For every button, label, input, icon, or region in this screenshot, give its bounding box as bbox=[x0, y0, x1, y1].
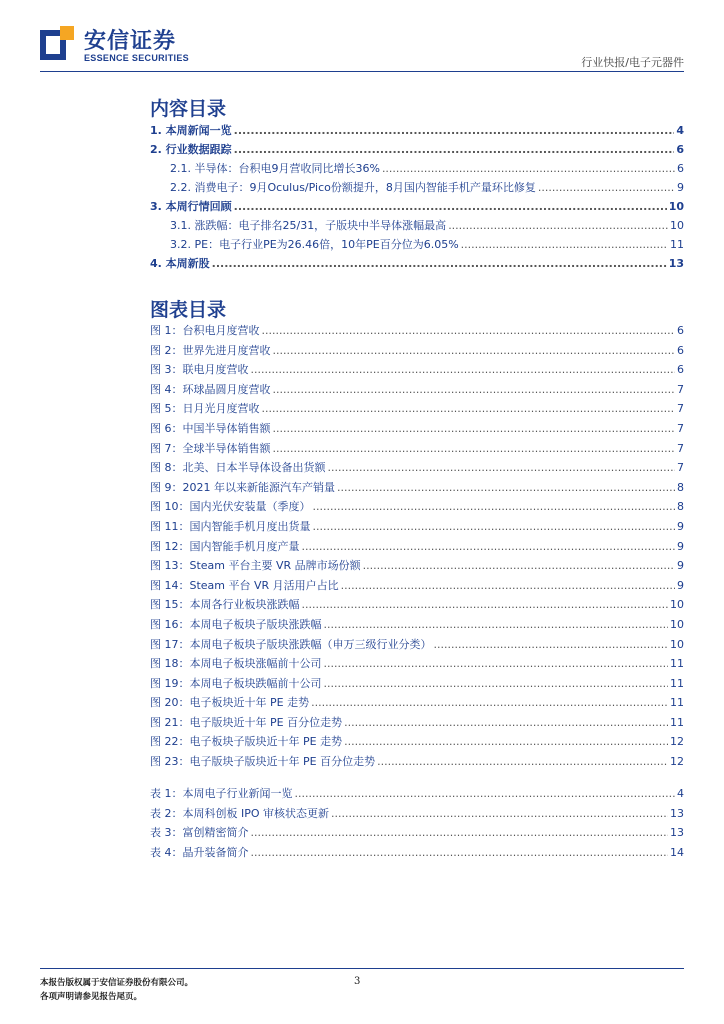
dot-leader bbox=[234, 121, 675, 140]
figure-entry-page: 10 bbox=[670, 637, 684, 651]
table-entry[interactable] bbox=[150, 804, 684, 824]
dot-leader bbox=[461, 235, 668, 254]
table-entry-page: 14 bbox=[670, 845, 684, 859]
toc-entry-label: 3.2. PE：电子行业PE为26.46倍，10年PE百分位为6.05% bbox=[170, 238, 459, 251]
figure-entry-label: 图 22：电子板块子版块近十年 PE 走势 bbox=[150, 735, 343, 749]
figures-list bbox=[150, 321, 684, 772]
dot-leader bbox=[273, 341, 676, 361]
figure-entry[interactable] bbox=[150, 595, 684, 615]
dot-leader bbox=[337, 478, 675, 498]
contents-list bbox=[150, 121, 684, 273]
toc-entry-page: 13 bbox=[668, 257, 684, 270]
dot-leader bbox=[344, 732, 668, 752]
figure-entry-label: 图 12：国内智能手机月度产量 bbox=[150, 539, 300, 553]
table-entry[interactable] bbox=[150, 784, 684, 804]
figure-entry-page: 11 bbox=[670, 657, 684, 671]
figure-entry-label: 图 5：日月光月度营收 bbox=[150, 402, 260, 416]
page-number: 3 bbox=[354, 976, 361, 987]
figure-entry-label: 图 7：全球半导体销售额 bbox=[150, 441, 271, 455]
toc-entry-label: 1. 本周新闻一览 bbox=[150, 124, 232, 137]
dot-leader bbox=[273, 380, 676, 400]
toc-entry[interactable] bbox=[150, 197, 684, 216]
dot-leader bbox=[377, 752, 668, 772]
dot-leader bbox=[324, 674, 669, 694]
table-entry-page: 4 bbox=[677, 787, 684, 800]
figure-entry[interactable] bbox=[150, 713, 684, 733]
figure-entry[interactable] bbox=[150, 497, 684, 517]
table-entry[interactable] bbox=[150, 843, 684, 863]
figure-entry[interactable] bbox=[150, 693, 684, 713]
figure-entry-page: 9 bbox=[677, 519, 684, 533]
figure-entry-label: 图 10：国内光伏安装量（季度） bbox=[150, 500, 311, 514]
toc-entry-label: 3.1. 涨跌幅：电子排名25/31，子版块中半导体涨幅最高 bbox=[170, 219, 447, 232]
figure-entry[interactable] bbox=[150, 752, 684, 772]
figure-entry[interactable] bbox=[150, 615, 684, 635]
figure-entry-page: 6 bbox=[677, 363, 684, 377]
header-divider bbox=[40, 71, 684, 72]
dot-leader bbox=[328, 458, 676, 478]
figure-entry[interactable] bbox=[150, 537, 684, 557]
toc-entry[interactable] bbox=[150, 140, 684, 159]
contents-title: 内容目录 bbox=[150, 98, 227, 120]
dot-leader bbox=[234, 140, 675, 159]
dot-leader bbox=[434, 635, 669, 655]
figure-entry[interactable] bbox=[150, 635, 684, 655]
figure-entry[interactable] bbox=[150, 517, 684, 537]
figure-entry-page: 7 bbox=[677, 421, 684, 435]
toc-entry-label: 2.1. 半导体：台积电9月营收同比增长36% bbox=[170, 162, 380, 175]
figure-entry-page: 7 bbox=[677, 441, 684, 455]
copyright-notice: 本报告版权属于安信证券股份有限公司。 bbox=[40, 978, 194, 988]
footer-divider bbox=[40, 968, 684, 969]
page-header bbox=[0, 0, 724, 72]
disclaimer-notice: 各项声明请参见报告尾页。 bbox=[40, 992, 143, 1002]
dot-leader bbox=[251, 360, 676, 380]
table-entry-label: 表 3：富创精密简介 bbox=[150, 826, 249, 840]
figure-entry-page: 7 bbox=[677, 461, 684, 475]
figure-entry[interactable] bbox=[150, 360, 684, 380]
company-name-cn: 安信证券 bbox=[84, 29, 177, 54]
toc-entry-page: 6 bbox=[677, 162, 684, 175]
figure-entry-label: 图 6：中国半导体销售额 bbox=[150, 421, 271, 435]
report-type: 行业快报/电子元器件 bbox=[581, 56, 684, 69]
dot-leader bbox=[313, 517, 676, 537]
figure-entry-label: 图 17：本周电子板块子版块涨跌幅（申万三级行业分类） bbox=[150, 637, 432, 651]
figure-entry-label: 图 8：北美、日本半导体设备出货额 bbox=[150, 461, 326, 475]
figure-entry[interactable] bbox=[150, 399, 684, 419]
figure-entry[interactable] bbox=[150, 458, 684, 478]
figure-entry[interactable] bbox=[150, 654, 684, 674]
dot-leader bbox=[344, 713, 668, 733]
figure-entry-label: 图 15：本周各行业板块涨跌幅 bbox=[150, 598, 300, 612]
figure-entry-page: 11 bbox=[670, 715, 684, 729]
figure-entry-page: 9 bbox=[677, 578, 684, 592]
figure-entry-label: 图 21：电子版块近十年 PE 百分位走势 bbox=[150, 715, 343, 729]
toc-entry[interactable] bbox=[150, 178, 684, 197]
dot-leader bbox=[341, 576, 675, 596]
dot-leader bbox=[273, 439, 676, 459]
figure-entry[interactable] bbox=[150, 341, 684, 361]
figure-entry-label: 图 3：联电月度营收 bbox=[150, 363, 249, 377]
figure-entry-page: 9 bbox=[677, 539, 684, 553]
figure-entry[interactable] bbox=[150, 419, 684, 439]
toc-entry-page: 6 bbox=[676, 143, 684, 156]
figure-entry[interactable] bbox=[150, 478, 684, 498]
toc-entry[interactable] bbox=[150, 121, 684, 140]
dot-leader bbox=[538, 178, 675, 197]
figure-entry-page: 6 bbox=[677, 324, 684, 337]
figure-entry-label: 图 16：本周电子板块子版块涨跌幅 bbox=[150, 617, 322, 631]
dot-leader bbox=[363, 556, 675, 576]
toc-entry-page: 4 bbox=[676, 124, 684, 137]
dot-leader bbox=[251, 823, 669, 843]
dot-leader bbox=[324, 654, 669, 674]
dot-leader bbox=[313, 497, 676, 517]
toc-entry-label: 2. 行业数据跟踪 bbox=[150, 143, 232, 156]
table-entry-label: 表 1：本周电子行业新闻一览 bbox=[150, 787, 293, 800]
figure-entry-label: 图 19：本周电子板块跌幅前十公司 bbox=[150, 676, 322, 690]
table-entry-page: 13 bbox=[670, 826, 684, 840]
figure-entry-page: 12 bbox=[670, 735, 684, 749]
toc-entry-label: 4. 本周新股 bbox=[150, 257, 210, 270]
figure-entry-page: 7 bbox=[677, 402, 684, 416]
figure-entry-page: 6 bbox=[677, 343, 684, 357]
toc-entry-page: 10 bbox=[668, 200, 684, 213]
figure-entry-label: 图 20：电子板块近十年 PE 走势 bbox=[150, 696, 310, 710]
dot-leader bbox=[311, 693, 668, 713]
dot-leader bbox=[262, 321, 676, 341]
figure-entry-label: 图 9：2021 年以来新能源汽车产销量 bbox=[150, 480, 335, 494]
figure-entry-label: 图 1：台积电月度营收 bbox=[150, 324, 260, 337]
figure-entry-page: 11 bbox=[670, 696, 684, 710]
figure-entry[interactable] bbox=[150, 439, 684, 459]
figure-entry-label: 图 13：Steam 平台主要 VR 品牌市场份额 bbox=[150, 559, 361, 573]
figure-entry-label: 图 11：国内智能手机月度出货量 bbox=[150, 519, 311, 533]
figure-entry[interactable] bbox=[150, 732, 684, 752]
figure-entry[interactable] bbox=[150, 576, 684, 596]
toc-entry-label: 2.2. 消费电子：9月Oculus/Pico份额提升，8月国内智能手机产量环比修复 bbox=[170, 181, 536, 194]
figure-entry-page: 12 bbox=[670, 755, 684, 769]
table-entry[interactable] bbox=[150, 823, 684, 843]
figure-entry-page: 10 bbox=[670, 598, 684, 612]
figure-entry[interactable] bbox=[150, 556, 684, 576]
toc-entry[interactable] bbox=[150, 216, 684, 235]
figure-entry[interactable] bbox=[150, 321, 684, 341]
dot-leader bbox=[251, 843, 669, 863]
dot-leader bbox=[302, 595, 669, 615]
table-entry-page: 13 bbox=[670, 806, 684, 820]
toc-entry-page: 10 bbox=[670, 219, 684, 232]
company-name-en: ESSENCE SECURITIES bbox=[84, 53, 189, 63]
figure-entry-label: 图 4：环球晶圆月度营收 bbox=[150, 382, 271, 396]
table-entry-label: 表 4：晶升装备简介 bbox=[150, 845, 249, 859]
dot-leader bbox=[302, 537, 676, 557]
figure-entry-page: 8 bbox=[677, 500, 684, 514]
dot-leader bbox=[331, 804, 668, 824]
figure-entry-page: 7 bbox=[677, 382, 684, 396]
toc-entry[interactable] bbox=[150, 235, 684, 254]
toc-entry-label: 3. 本周行情回顾 bbox=[150, 200, 232, 213]
toc-entry-page: 9 bbox=[677, 181, 684, 194]
dot-leader bbox=[262, 399, 676, 419]
dot-leader bbox=[382, 159, 675, 178]
dot-leader bbox=[295, 784, 676, 804]
dot-leader bbox=[212, 254, 667, 273]
table-entry-label: 表 2：本周科创板 IPO 审核状态更新 bbox=[150, 806, 330, 820]
essence-logo-icon bbox=[40, 26, 74, 64]
figure-entry-label: 图 2：世界先进月度营收 bbox=[150, 343, 271, 357]
figure-entry-page: 11 bbox=[670, 676, 684, 690]
figure-entry-page: 10 bbox=[670, 617, 684, 631]
toc-entry[interactable] bbox=[150, 159, 684, 178]
toc-entry-page: 11 bbox=[670, 238, 684, 251]
figure-entry-label: 图 18：本周电子板块涨幅前十公司 bbox=[150, 657, 322, 671]
toc-entry[interactable] bbox=[150, 254, 684, 273]
figure-entry[interactable] bbox=[150, 674, 684, 694]
dot-leader bbox=[324, 615, 669, 635]
dot-leader bbox=[448, 216, 668, 235]
dot-leader bbox=[234, 197, 667, 216]
tables-list bbox=[150, 784, 684, 862]
dot-leader bbox=[273, 419, 676, 439]
figure-entry-page: 9 bbox=[677, 559, 684, 573]
figure-entry-label: 图 14：Steam 平台 VR 月活用户占比 bbox=[150, 578, 339, 592]
figures-title: 图表目录 bbox=[150, 299, 227, 321]
figure-entry[interactable] bbox=[150, 380, 684, 400]
figure-entry-label: 图 23：电子版块子版块近十年 PE 百分位走势 bbox=[150, 755, 376, 769]
figure-entry-page: 8 bbox=[677, 480, 684, 494]
